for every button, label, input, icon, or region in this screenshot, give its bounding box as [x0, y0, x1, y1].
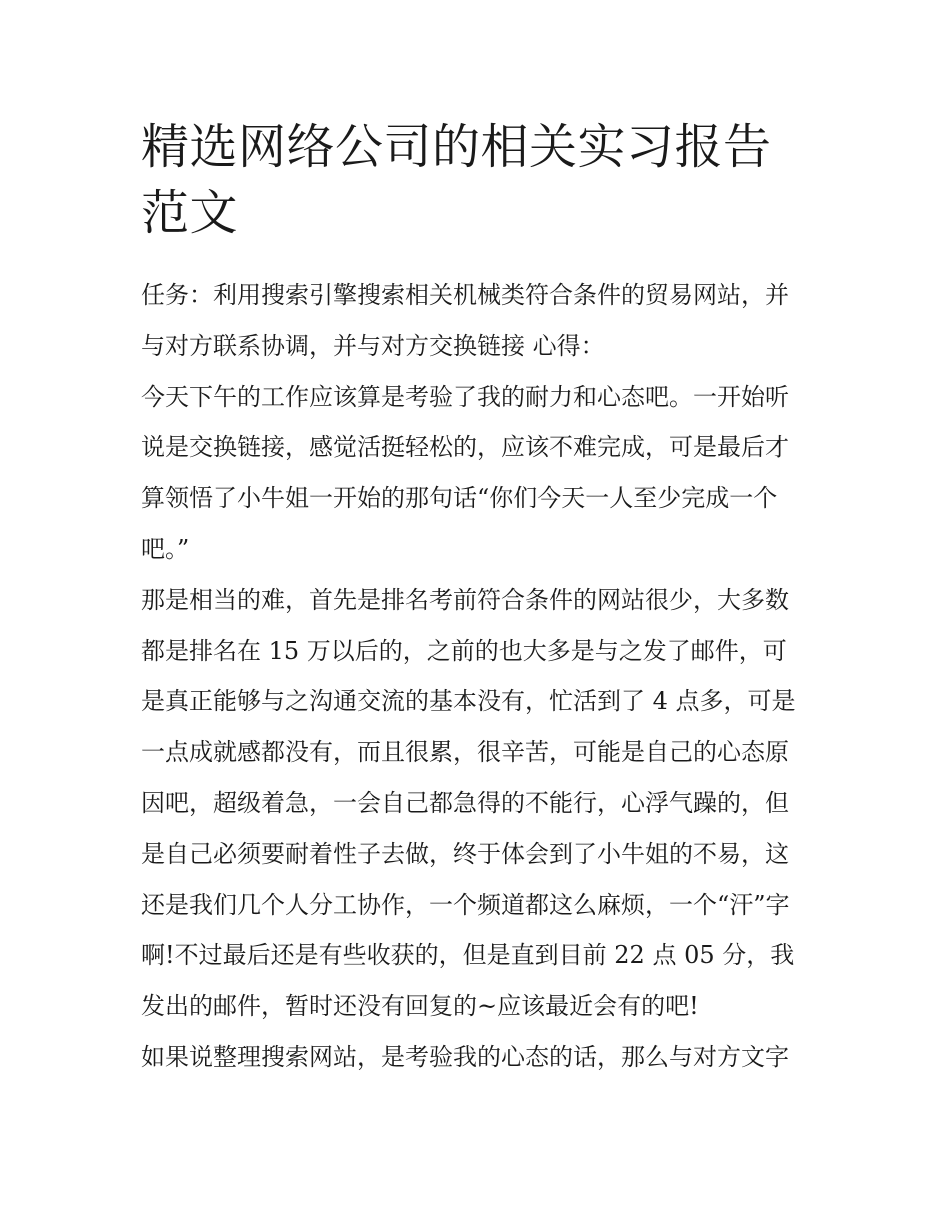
text-line: 吧。”: [141, 534, 190, 563]
text-line: 那是相当的难，首先是排名考前符合条件的网站很少，大多数: [141, 585, 789, 614]
text-line: 今天下午的工作应该算是考验了我的耐力和心态吧。一开始听: [141, 382, 789, 411]
text-line: 说是交换链接，感觉活挺轻松的，应该不难完成，可是最后才: [141, 433, 789, 462]
text-line: 发出的邮件，暂时还没有回复的~应该最近会有的吧!: [141, 992, 699, 1021]
title-line-2: 范文: [141, 185, 239, 241]
text-line: 如果说整理搜索网站，是考验我的心态的话，那么与对方文字: [141, 1042, 789, 1071]
paragraph-afternoon: [141, 372, 813, 575]
text-line: 与对方联系协调，并与对方交换链接 心得：: [141, 331, 605, 360]
paragraph-conclusion: [141, 1032, 813, 1083]
text-line: 一点成就感都没有，而且很累，很辛苦，可能是自己的心态原: [141, 738, 789, 767]
text-line: 算领悟了小牛姐一开始的那句话“你们今天一人至少完成一个: [141, 484, 778, 513]
text-line: 是真正能够与之沟通交流的基本没有，忙活到了 4 点多，可是: [141, 687, 796, 716]
text-line: 因吧，超级着急，一会自己都急得的不能行，心浮气躁的，但: [141, 788, 789, 817]
document-title: [141, 114, 813, 246]
document-body: [141, 270, 813, 1083]
paragraph-task: [141, 270, 813, 372]
paragraph-difficulty: [141, 575, 813, 1032]
document-content: [141, 114, 813, 1083]
text-line: 还是我们几个人分工协作，一个频道都这么麻烦，一个“汗”字: [141, 890, 790, 919]
title-line-1: 精选网络公司的相关实习报告: [141, 119, 772, 175]
text-line: 啊!不过最后还是有些收获的，但是直到目前 22 点 05 分，我: [141, 941, 795, 970]
text-line: 任务：利用搜索引擎搜索相关机械类符合条件的贸易网站，并: [141, 281, 789, 309]
text-line: 是自己必须要耐着性子去做，终于体会到了小牛姐的不易，这: [141, 839, 789, 868]
text-line: 都是排名在 15 万以后的，之前的也大多是与之发了邮件，可: [141, 636, 787, 665]
